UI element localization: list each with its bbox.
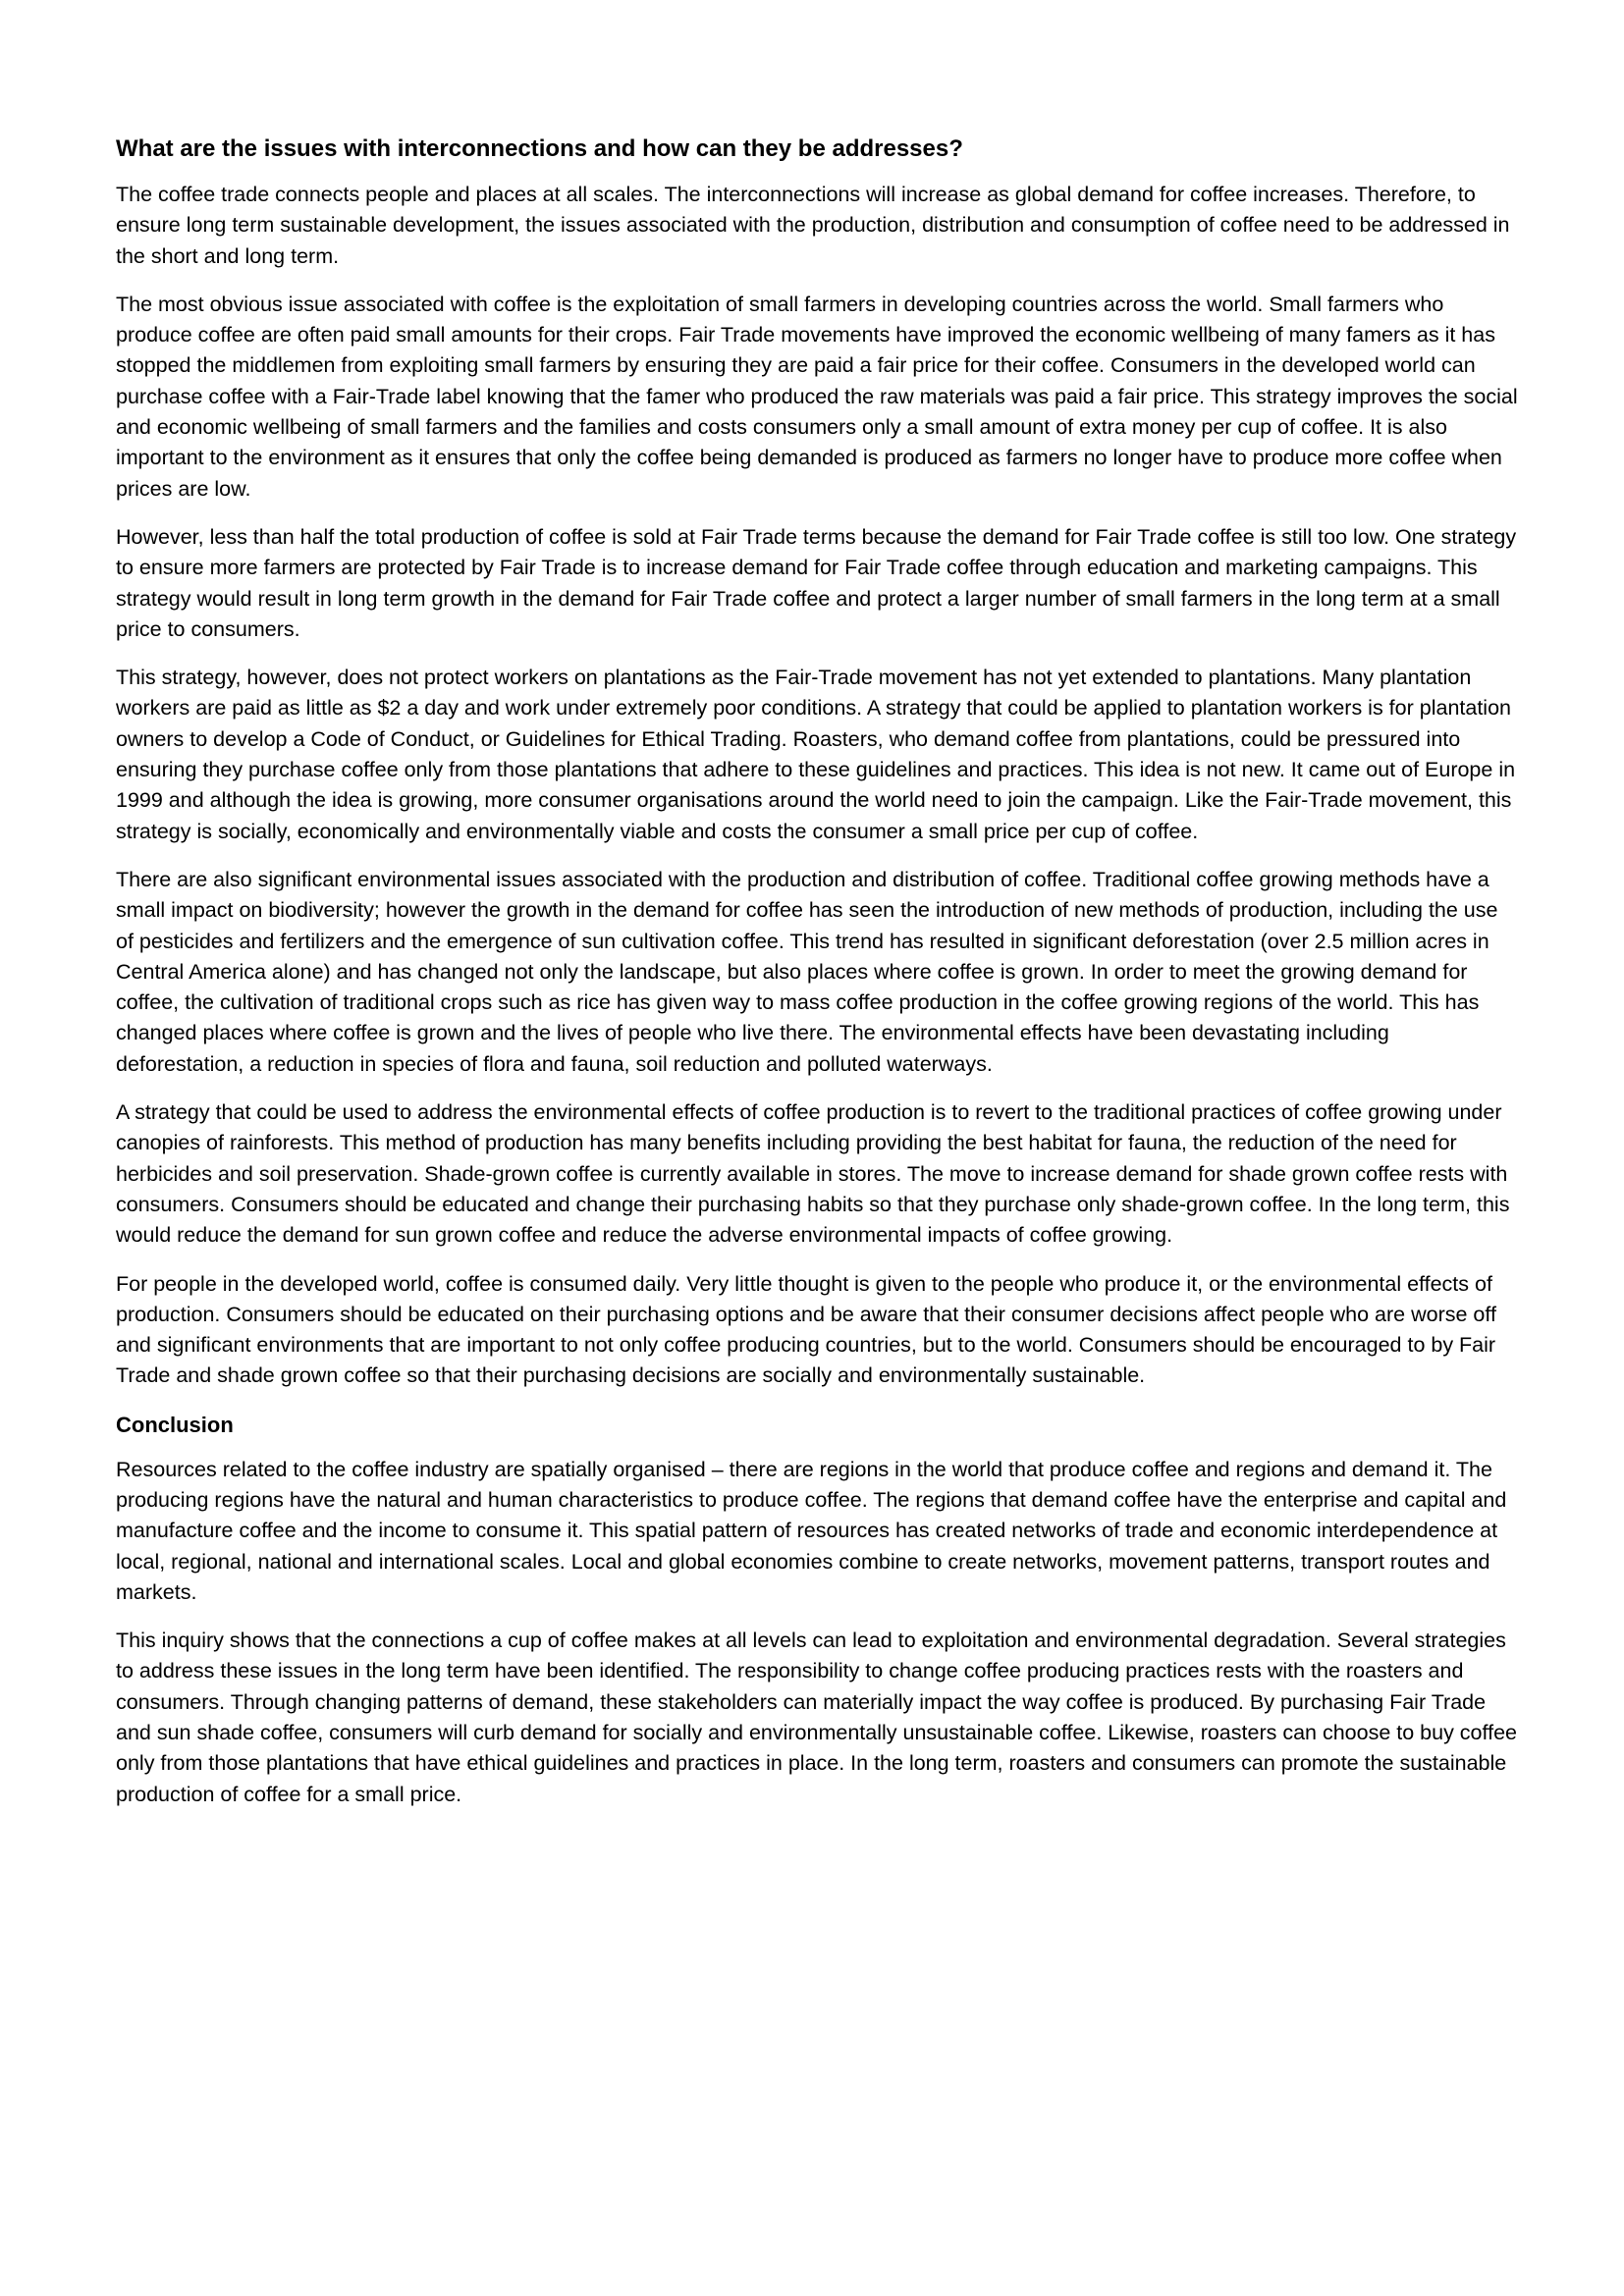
document-page (116, 133, 1520, 1828)
paragraph-small-farmers: The most obvious issue associated with coffee is the exploitation of small farmers in developing countries across the world. Small farmers who produce coffee are often paid small amounts for their crops. Fair Trade movements have improved the economic wellbeing of many famers as it has stopped the middlemen from exploiting small farmers by ensuring they are paid a fair price for their coffee. Consumers in the developed world can purchase coffee with a Fair-Trade label knowing that the famer who produced the raw materials was paid a fair price. This strategy improves the social and economic wellbeing of small farmers and the families and costs consumers only a small amount of extra money per cup of coffee. It is also important to the environment as it ensures that only the coffee being demanded is produced as farmers no longer have to produce more coffee when prices are low. (116, 292, 1518, 501)
paragraph-plantation-workers: This strategy, however, does not protect workers on plantations as the Fair-Trade movement has not yet extended to plantations. Many plantation workers are paid as little as $2 a day and work under extremely poor conditions. A strategy that could be applied to plantation workers is for plantation owners to develop a Code of Conduct, or Guidelines for Ethical Trading. Roasters, who demand coffee from plantations, could be pressured into ensuring they purchase coffee only from those plantations that adhere to these guidelines and practices. This idea is not new. It came out of Europe in 1999 and although the idea is growing, more consumer organisations around the world need to join the campaign. Like the Fair-Trade movement, this strategy is socially, economically and environmentally viable and costs the consumer a small price per cup of coffee. (116, 666, 1516, 843)
paragraph-conclusion-inquiry: This inquiry shows that the connections a cup of coffee makes at all levels can lead to exploitation and environmental degradation. Several strategies to address these issues in the long term have been identified. The responsibility to change coffee producing practices rests with the roasters and consumers. Through changing patterns of demand, these stakeholders can materially impact the way coffee is produced. By purchasing Fair Trade and sun shade coffee, consumers will curb demand for socially and environmentally unsustainable coffee. Likewise, roasters can choose to buy coffee only from those plantations that have ethical guidelines and practices in place. In the long term, roasters and consumers can promote the sustainable production of coffee for a small price. (116, 1629, 1517, 1806)
paragraph-shade-grown-strategy: A strategy that could be used to address the environmental effects of coffee production is to revert to the traditional practices of coffee growing under canopies of rainforests. This method of production has many benefits including providing the best habitat for fauna, the reduction of the need for herbicides and soil preservation. Shade-grown coffee is currently available in stores. The move to increase demand for shade grown coffee rests with consumers. Consumers should be educated and change their purchasing habits so that they purchase only shade-grown coffee. In the long term, this would reduce the demand for sun grown coffee and reduce the adverse environmental impacts of coffee growing. (116, 1100, 1510, 1248)
paragraph-intro: The coffee trade connects people and places at all scales. The interconnections will increase as global demand for coffee increases. Therefore, to ensure long term sustainable development, the issues associated with the production, distribution and consumption of coffee need to be addressed in the short and long term. (116, 183, 1510, 268)
paragraph-conclusion-resources: Resources related to the coffee industry are spatially organised – there are regions in the world that produce coffee and regions and demand it. The producing regions have the natural and human characteristics to produce coffee. The regions that demand coffee have the enterprise and capital and manufacture coffee and the income to consume it. This spatial pattern of resources has created networks of trade and economic interdependence at local, regional, national and international scales. Local and global economies combine to create networks, movement patterns, transport routes and markets. (116, 1457, 1507, 1604)
paragraph-consumers: For people in the developed world, coffee is consumed daily. Very little thought is given to the people who produce it, or the environmental effects of production. Consumers should be educated on their purchasing options and be aware that their consumer decisions affect people who are worse off and significant environments that are important to not only coffee producing countries, but to the world. Consumers should be encouraged to by Fair Trade and shade grown coffee so that their purchasing decisions are socially and environmentally sustainable. (116, 1271, 1496, 1388)
paragraph-fair-trade-demand: However, less than half the total production of coffee is sold at Fair Trade terms because the demand for Fair Trade coffee is still too low. One strategy to ensure more farmers are protected by Fair Trade is to increase demand for Fair Trade coffee through education and marketing campaigns. This strategy would result in long term growth in the demand for Fair Trade coffee and protect a larger number of small farmers in the long term at a small price to consumers. (116, 524, 1517, 641)
conclusion-heading: Conclusion (116, 1412, 234, 1437)
page-title: What are the issues with interconnections and how can they be addresses? (116, 135, 963, 162)
paragraph-environmental-issues: There are also significant environmental issues associated with the production and distribution of coffee. Traditional coffee growing methods have a small impact on biodiversity; however the growth in the demand for coffee has seen the introduction of new methods of production, including the use of pesticides and fertilizers and the emergence of sun cultivation coffee. This trend has resulted in significant deforestation (over 2.5 million acres in Central America alone) and has changed not only the landscape, but also places where coffee is grown. In order to meet the growing demand for coffee, the cultivation of traditional crops such as rice has given way to mass coffee production in the coffee growing regions of the world. This has changed places where coffee is grown and the lives of people who live there. The environmental effects have been devastating including deforestation, a reduction in species of flora and fauna, soil reduction and polluted waterways. (116, 867, 1498, 1076)
